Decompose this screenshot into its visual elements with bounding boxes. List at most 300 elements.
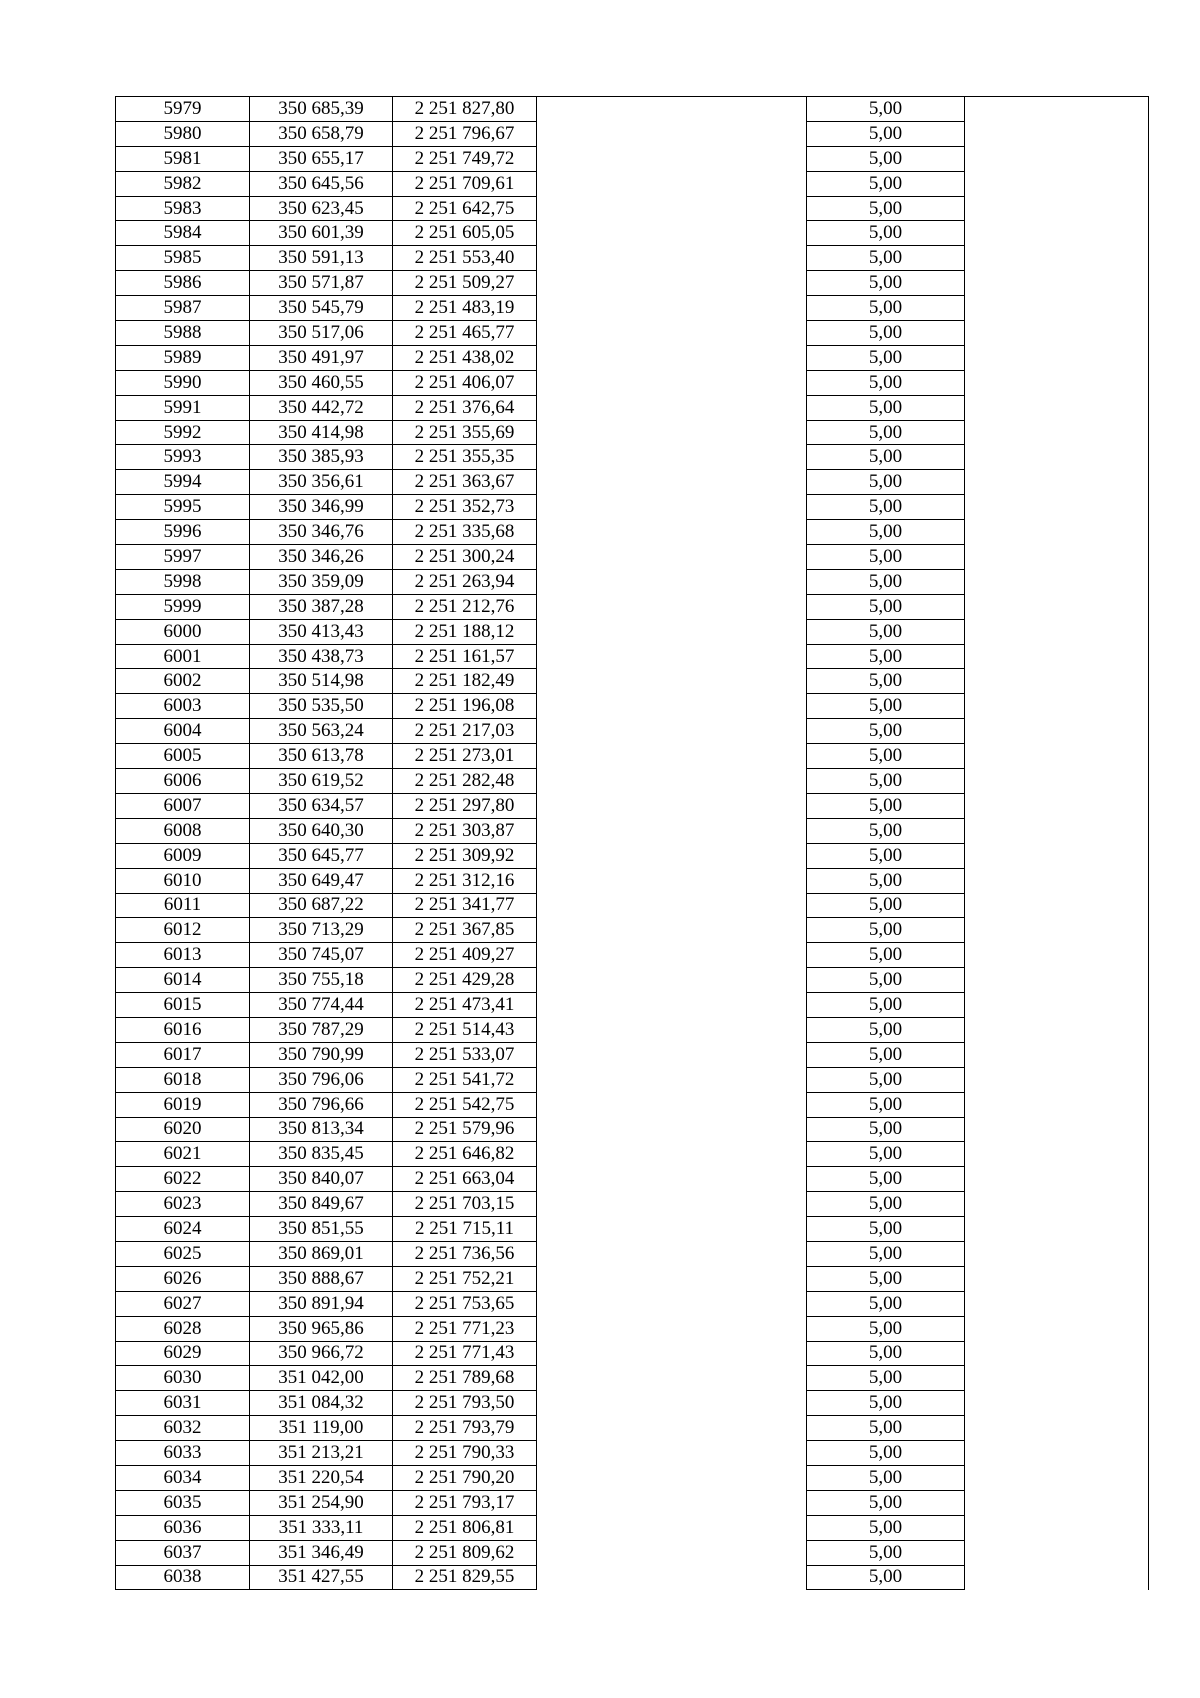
blank-cell	[537, 1192, 807, 1217]
y-coordinate-cell: 2 251 736,56	[393, 1241, 537, 1266]
x-coordinate-cell: 350 790,99	[250, 1042, 393, 1067]
blank-cell	[965, 171, 1149, 196]
blank-cell	[965, 669, 1149, 694]
y-coordinate-cell: 2 251 182,49	[393, 669, 537, 694]
table-row	[116, 744, 1149, 769]
blank-cell	[965, 1416, 1149, 1441]
point-number-cell: 6032	[116, 1416, 250, 1441]
y-coordinate-cell: 2 251 796,67	[393, 121, 537, 146]
y-coordinate-cell: 2 251 542,75	[393, 1092, 537, 1117]
point-number-cell: 5981	[116, 146, 250, 171]
value-cell: 5,00	[807, 1217, 965, 1242]
table-row	[116, 594, 1149, 619]
point-number-cell: 6006	[116, 769, 250, 794]
y-coordinate-cell: 2 251 829,55	[393, 1565, 537, 1590]
value-cell: 5,00	[807, 1366, 965, 1391]
y-coordinate-cell: 2 251 473,41	[393, 993, 537, 1018]
value-cell: 5,00	[807, 1540, 965, 1565]
blank-cell	[537, 495, 807, 520]
x-coordinate-cell: 350 645,77	[250, 843, 393, 868]
table-row	[116, 893, 1149, 918]
point-number-cell: 5979	[116, 97, 250, 122]
value-cell: 5,00	[807, 1291, 965, 1316]
value-cell: 5,00	[807, 619, 965, 644]
x-coordinate-cell: 351 333,11	[250, 1515, 393, 1540]
value-cell: 5,00	[807, 1416, 965, 1441]
blank-cell	[965, 619, 1149, 644]
point-number-cell: 6029	[116, 1341, 250, 1366]
point-number-cell: 5986	[116, 271, 250, 296]
point-number-cell: 6009	[116, 843, 250, 868]
value-cell: 5,00	[807, 520, 965, 545]
y-coordinate-cell: 2 251 752,21	[393, 1266, 537, 1291]
blank-cell	[965, 420, 1149, 445]
table-row	[116, 619, 1149, 644]
blank-cell	[965, 968, 1149, 993]
table-row	[116, 221, 1149, 246]
blank-cell	[537, 370, 807, 395]
x-coordinate-cell: 351 119,00	[250, 1416, 393, 1441]
blank-cell	[537, 868, 807, 893]
y-coordinate-cell: 2 251 789,68	[393, 1366, 537, 1391]
table-row	[116, 1366, 1149, 1391]
y-coordinate-cell: 2 251 363,67	[393, 470, 537, 495]
y-coordinate-cell: 2 251 793,79	[393, 1416, 537, 1441]
blank-cell	[965, 644, 1149, 669]
blank-cell	[537, 1366, 807, 1391]
table-row	[116, 121, 1149, 146]
y-coordinate-cell: 2 251 335,68	[393, 520, 537, 545]
x-coordinate-cell: 350 491,97	[250, 345, 393, 370]
point-number-cell: 6010	[116, 868, 250, 893]
x-coordinate-cell: 350 869,01	[250, 1241, 393, 1266]
point-number-cell: 5990	[116, 370, 250, 395]
blank-cell	[537, 420, 807, 445]
blank-cell	[537, 1416, 807, 1441]
blank-cell	[965, 1341, 1149, 1366]
point-number-cell: 5996	[116, 520, 250, 545]
blank-cell	[965, 993, 1149, 1018]
y-coordinate-cell: 2 251 533,07	[393, 1042, 537, 1067]
blank-cell	[965, 470, 1149, 495]
value-cell: 5,00	[807, 594, 965, 619]
point-number-cell: 5987	[116, 296, 250, 321]
blank-cell	[537, 121, 807, 146]
blank-cell	[537, 171, 807, 196]
blank-cell	[965, 196, 1149, 221]
blank-cell	[965, 545, 1149, 570]
value-cell: 5,00	[807, 1241, 965, 1266]
blank-cell	[537, 569, 807, 594]
value-cell: 5,00	[807, 669, 965, 694]
x-coordinate-cell: 350 563,24	[250, 719, 393, 744]
value-cell: 5,00	[807, 221, 965, 246]
y-coordinate-cell: 2 251 355,69	[393, 420, 537, 445]
table-row	[116, 1142, 1149, 1167]
table-row	[116, 470, 1149, 495]
point-number-cell: 6012	[116, 918, 250, 943]
blank-cell	[537, 1441, 807, 1466]
table-row	[116, 520, 1149, 545]
blank-cell	[965, 793, 1149, 818]
point-number-cell: 6018	[116, 1067, 250, 1092]
x-coordinate-cell: 350 774,44	[250, 993, 393, 1018]
y-coordinate-cell: 2 251 352,73	[393, 495, 537, 520]
blank-cell	[537, 694, 807, 719]
x-coordinate-cell: 350 640,30	[250, 818, 393, 843]
table-row	[116, 345, 1149, 370]
blank-cell	[537, 1540, 807, 1565]
table-row	[116, 495, 1149, 520]
x-coordinate-cell: 350 745,07	[250, 943, 393, 968]
value-cell: 5,00	[807, 196, 965, 221]
blank-cell	[537, 520, 807, 545]
y-coordinate-cell: 2 251 579,96	[393, 1117, 537, 1142]
blank-cell	[537, 1391, 807, 1416]
x-coordinate-cell: 350 813,34	[250, 1117, 393, 1142]
table-row	[116, 1540, 1149, 1565]
blank-cell	[537, 1217, 807, 1242]
y-coordinate-cell: 2 251 273,01	[393, 744, 537, 769]
table-row	[116, 196, 1149, 221]
point-number-cell: 6013	[116, 943, 250, 968]
x-coordinate-cell: 350 849,67	[250, 1192, 393, 1217]
value-cell: 5,00	[807, 1192, 965, 1217]
y-coordinate-cell: 2 251 161,57	[393, 644, 537, 669]
blank-cell	[965, 1515, 1149, 1540]
point-number-cell: 6014	[116, 968, 250, 993]
y-coordinate-cell: 2 251 300,24	[393, 545, 537, 570]
blank-cell	[537, 644, 807, 669]
value-cell: 5,00	[807, 1465, 965, 1490]
blank-cell	[965, 1117, 1149, 1142]
blank-cell	[965, 121, 1149, 146]
table-row	[116, 271, 1149, 296]
table-row	[116, 445, 1149, 470]
value-cell: 5,00	[807, 569, 965, 594]
y-coordinate-cell: 2 251 749,72	[393, 146, 537, 171]
blank-cell	[537, 1241, 807, 1266]
table-row	[116, 1490, 1149, 1515]
y-coordinate-cell: 2 251 605,05	[393, 221, 537, 246]
point-number-cell: 6003	[116, 694, 250, 719]
y-coordinate-cell: 2 251 642,75	[393, 196, 537, 221]
point-number-cell: 6030	[116, 1366, 250, 1391]
value-cell: 5,00	[807, 1391, 965, 1416]
point-number-cell: 6019	[116, 1092, 250, 1117]
value-cell: 5,00	[807, 1515, 965, 1540]
table-row	[116, 296, 1149, 321]
y-coordinate-cell: 2 251 809,62	[393, 1540, 537, 1565]
point-number-cell: 6017	[116, 1042, 250, 1067]
value-cell: 5,00	[807, 1167, 965, 1192]
blank-cell	[965, 1316, 1149, 1341]
blank-cell	[537, 968, 807, 993]
table-row	[116, 1217, 1149, 1242]
x-coordinate-cell: 350 851,55	[250, 1217, 393, 1242]
blank-cell	[965, 843, 1149, 868]
table-row	[116, 918, 1149, 943]
blank-cell	[965, 1217, 1149, 1242]
point-number-cell: 6037	[116, 1540, 250, 1565]
blank-cell	[965, 1067, 1149, 1092]
blank-cell	[537, 445, 807, 470]
x-coordinate-cell: 350 787,29	[250, 1017, 393, 1042]
x-coordinate-cell: 350 649,47	[250, 868, 393, 893]
y-coordinate-cell: 2 251 212,76	[393, 594, 537, 619]
blank-cell	[965, 1441, 1149, 1466]
table-row	[116, 1515, 1149, 1540]
value-cell: 5,00	[807, 1441, 965, 1466]
value-cell: 5,00	[807, 1266, 965, 1291]
y-coordinate-cell: 2 251 309,92	[393, 843, 537, 868]
table-row	[116, 1266, 1149, 1291]
value-cell: 5,00	[807, 470, 965, 495]
x-coordinate-cell: 350 658,79	[250, 121, 393, 146]
table-row	[116, 146, 1149, 171]
value-cell: 5,00	[807, 97, 965, 122]
point-number-cell: 5998	[116, 569, 250, 594]
y-coordinate-cell: 2 251 465,77	[393, 321, 537, 346]
blank-cell	[965, 1167, 1149, 1192]
table-row	[116, 246, 1149, 271]
blank-cell	[537, 793, 807, 818]
x-coordinate-cell: 350 535,50	[250, 694, 393, 719]
blank-cell	[965, 569, 1149, 594]
x-coordinate-cell: 350 655,17	[250, 146, 393, 171]
point-number-cell: 6001	[116, 644, 250, 669]
table-row	[116, 1042, 1149, 1067]
blank-cell	[537, 1067, 807, 1092]
point-number-cell: 6000	[116, 619, 250, 644]
y-coordinate-cell: 2 251 303,87	[393, 818, 537, 843]
blank-cell	[537, 1117, 807, 1142]
x-coordinate-cell: 350 755,18	[250, 968, 393, 993]
value-cell: 5,00	[807, 271, 965, 296]
x-coordinate-cell: 351 346,49	[250, 1540, 393, 1565]
table-row	[116, 644, 1149, 669]
value-cell: 5,00	[807, 395, 965, 420]
x-coordinate-cell: 350 619,52	[250, 769, 393, 794]
value-cell: 5,00	[807, 1092, 965, 1117]
table-row	[116, 843, 1149, 868]
blank-cell	[965, 1366, 1149, 1391]
blank-cell	[965, 1565, 1149, 1590]
coordinates-table-body	[116, 97, 1149, 1590]
x-coordinate-cell: 350 613,78	[250, 744, 393, 769]
value-cell: 5,00	[807, 370, 965, 395]
table-row	[116, 943, 1149, 968]
blank-cell	[965, 495, 1149, 520]
blank-cell	[537, 769, 807, 794]
y-coordinate-cell: 2 251 541,72	[393, 1067, 537, 1092]
table-row	[116, 719, 1149, 744]
blank-cell	[537, 296, 807, 321]
point-number-cell: 6027	[116, 1291, 250, 1316]
y-coordinate-cell: 2 251 196,08	[393, 694, 537, 719]
y-coordinate-cell: 2 251 263,94	[393, 569, 537, 594]
value-cell: 5,00	[807, 1341, 965, 1366]
x-coordinate-cell: 350 571,87	[250, 271, 393, 296]
point-number-cell: 6035	[116, 1490, 250, 1515]
value-cell: 5,00	[807, 246, 965, 271]
blank-cell	[537, 744, 807, 769]
blank-cell	[537, 221, 807, 246]
value-cell: 5,00	[807, 1017, 965, 1042]
value-cell: 5,00	[807, 1142, 965, 1167]
coordinates-table	[115, 96, 1149, 1590]
table-row	[116, 1565, 1149, 1590]
y-coordinate-cell: 2 251 376,64	[393, 395, 537, 420]
blank-cell	[537, 719, 807, 744]
y-coordinate-cell: 2 251 806,81	[393, 1515, 537, 1540]
point-number-cell: 6020	[116, 1117, 250, 1142]
point-number-cell: 6015	[116, 993, 250, 1018]
blank-cell	[537, 97, 807, 122]
blank-cell	[537, 321, 807, 346]
x-coordinate-cell: 350 385,93	[250, 445, 393, 470]
blank-cell	[537, 545, 807, 570]
y-coordinate-cell: 2 251 483,19	[393, 296, 537, 321]
value-cell: 5,00	[807, 495, 965, 520]
y-coordinate-cell: 2 251 793,50	[393, 1391, 537, 1416]
value-cell: 5,00	[807, 793, 965, 818]
blank-cell	[537, 993, 807, 1018]
blank-cell	[965, 246, 1149, 271]
blank-cell	[537, 345, 807, 370]
table-row	[116, 1465, 1149, 1490]
blank-cell	[537, 1042, 807, 1067]
point-number-cell: 6004	[116, 719, 250, 744]
x-coordinate-cell: 350 460,55	[250, 370, 393, 395]
blank-cell	[965, 694, 1149, 719]
table-row	[116, 1241, 1149, 1266]
blank-cell	[537, 1490, 807, 1515]
value-cell: 5,00	[807, 146, 965, 171]
point-number-cell: 5999	[116, 594, 250, 619]
blank-cell	[965, 1266, 1149, 1291]
blank-cell	[537, 1167, 807, 1192]
blank-cell	[537, 271, 807, 296]
value-cell: 5,00	[807, 769, 965, 794]
blank-cell	[965, 744, 1149, 769]
value-cell: 5,00	[807, 868, 965, 893]
blank-cell	[537, 893, 807, 918]
y-coordinate-cell: 2 251 341,77	[393, 893, 537, 918]
table-row	[116, 868, 1149, 893]
table-row	[116, 1291, 1149, 1316]
table-row	[116, 321, 1149, 346]
table-row	[116, 1316, 1149, 1341]
value-cell: 5,00	[807, 445, 965, 470]
y-coordinate-cell: 2 251 406,07	[393, 370, 537, 395]
blank-cell	[965, 868, 1149, 893]
x-coordinate-cell: 350 645,56	[250, 171, 393, 196]
point-number-cell: 6016	[116, 1017, 250, 1042]
table-row	[116, 569, 1149, 594]
table-row	[116, 1167, 1149, 1192]
value-cell: 5,00	[807, 1565, 965, 1590]
value-cell: 5,00	[807, 420, 965, 445]
value-cell: 5,00	[807, 545, 965, 570]
y-coordinate-cell: 2 251 312,16	[393, 868, 537, 893]
blank-cell	[537, 246, 807, 271]
x-coordinate-cell: 350 517,06	[250, 321, 393, 346]
blank-cell	[965, 1540, 1149, 1565]
blank-cell	[537, 1017, 807, 1042]
x-coordinate-cell: 350 346,26	[250, 545, 393, 570]
table-row	[116, 694, 1149, 719]
blank-cell	[537, 918, 807, 943]
x-coordinate-cell: 350 840,07	[250, 1167, 393, 1192]
table-row	[116, 395, 1149, 420]
table-row	[116, 1067, 1149, 1092]
y-coordinate-cell: 2 251 703,15	[393, 1192, 537, 1217]
y-coordinate-cell: 2 251 771,43	[393, 1341, 537, 1366]
point-number-cell: 6005	[116, 744, 250, 769]
x-coordinate-cell: 350 687,22	[250, 893, 393, 918]
x-coordinate-cell: 350 442,72	[250, 395, 393, 420]
y-coordinate-cell: 2 251 827,80	[393, 97, 537, 122]
point-number-cell: 6028	[116, 1316, 250, 1341]
value-cell: 5,00	[807, 345, 965, 370]
y-coordinate-cell: 2 251 429,28	[393, 968, 537, 993]
value-cell: 5,00	[807, 1042, 965, 1067]
x-coordinate-cell: 350 796,06	[250, 1067, 393, 1092]
blank-cell	[965, 769, 1149, 794]
y-coordinate-cell: 2 251 771,23	[393, 1316, 537, 1341]
table-row	[116, 993, 1149, 1018]
blank-cell	[537, 395, 807, 420]
blank-cell	[965, 1042, 1149, 1067]
blank-cell	[965, 1192, 1149, 1217]
blank-cell	[965, 1291, 1149, 1316]
point-number-cell: 6007	[116, 793, 250, 818]
value-cell: 5,00	[807, 1490, 965, 1515]
value-cell: 5,00	[807, 694, 965, 719]
point-number-cell: 5985	[116, 246, 250, 271]
blank-cell	[965, 1017, 1149, 1042]
point-number-cell: 6025	[116, 1241, 250, 1266]
y-coordinate-cell: 2 251 715,11	[393, 1217, 537, 1242]
table-row	[116, 1192, 1149, 1217]
value-cell: 5,00	[807, 943, 965, 968]
y-coordinate-cell: 2 251 790,33	[393, 1441, 537, 1466]
point-number-cell: 5997	[116, 545, 250, 570]
x-coordinate-cell: 350 713,29	[250, 918, 393, 943]
blank-cell	[965, 271, 1149, 296]
value-cell: 5,00	[807, 744, 965, 769]
blank-cell	[537, 146, 807, 171]
table-row	[116, 1441, 1149, 1466]
blank-cell	[965, 719, 1149, 744]
blank-cell	[965, 1092, 1149, 1117]
x-coordinate-cell: 350 888,67	[250, 1266, 393, 1291]
y-coordinate-cell: 2 251 188,12	[393, 619, 537, 644]
y-coordinate-cell: 2 251 663,04	[393, 1167, 537, 1192]
table-row	[116, 793, 1149, 818]
point-number-cell: 6038	[116, 1565, 250, 1590]
point-number-cell: 5992	[116, 420, 250, 445]
point-number-cell: 6011	[116, 893, 250, 918]
x-coordinate-cell: 351 427,55	[250, 1565, 393, 1590]
table-row	[116, 1341, 1149, 1366]
point-number-cell: 6036	[116, 1515, 250, 1540]
value-cell: 5,00	[807, 121, 965, 146]
blank-cell	[965, 893, 1149, 918]
blank-cell	[537, 1565, 807, 1590]
blank-cell	[537, 1316, 807, 1341]
